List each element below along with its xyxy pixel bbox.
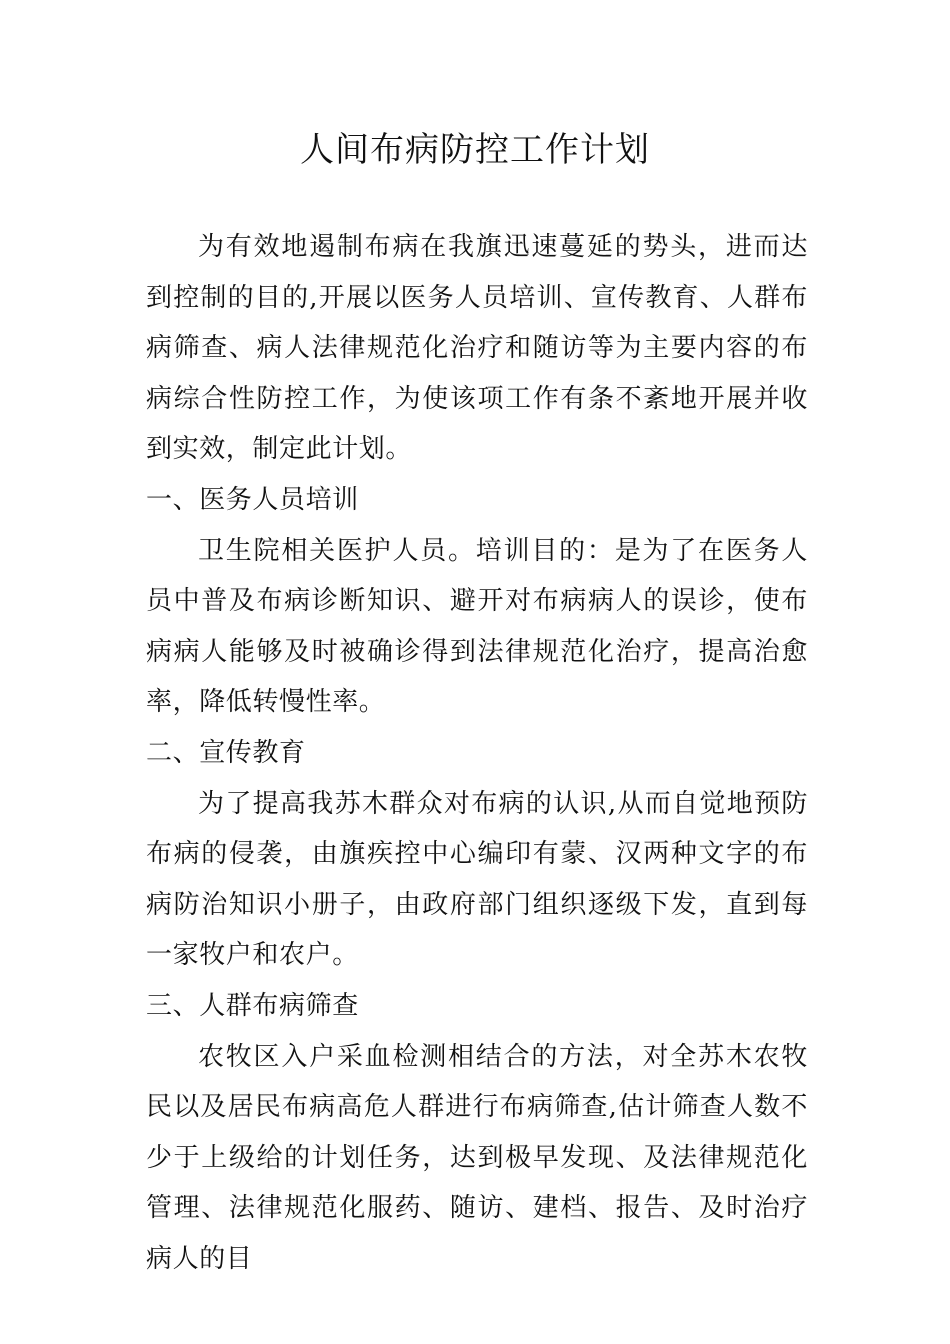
- intro-paragraph: 为有效地遏制布病在我旗迅速蔓延的势头，进而达到控制的目的,开展以医务人员培训、宣传教育、人群布病筛查、病人法律规范化治疗和随访等为主要内容的布病综合性防控工作，为使该项工作有条不紊地开展并收到实效，制定此计划。: [146, 232, 808, 465]
- section-heading-screening: 三、人群布病筛查: [146, 990, 359, 1021]
- section-heading-publicity: 二、宣传教育: [146, 737, 306, 768]
- section-body-publicity: 为了提高我苏木群众对布病的认识,从而自觉地预防布病的侵袭，由旗疾控中心编印有蒙、汉两种文字的布病防治知识小册子，由政府部门组织逐级下发，直到每一家牧户和农户。: [146, 788, 808, 971]
- section-heading-training: 一、医务人员培训: [146, 484, 359, 515]
- section-body-training: 卫生院相关医护人员。培训目的：是为了在医务人员中普及布病诊断知识、避开对布病病人的误诊，使布病病人能够及时被确诊得到法律规范化治疗，提高治愈率，降低转慢性率。: [146, 535, 808, 718]
- document-title: 人间布病防控工作计划: [300, 130, 650, 170]
- section-body-screening: 农牧区入户采血检测相结合的方法，对全苏木农牧民以及居民布病高危人群进行布病筛查,估计筛查人数不少于上级给的计划任务，达到极早发现、及法律规范化管理、法律规范化服药、随访、建档、报告、及时治疗病人的目: [146, 1041, 808, 1274]
- document-body: [146, 222, 808, 1284]
